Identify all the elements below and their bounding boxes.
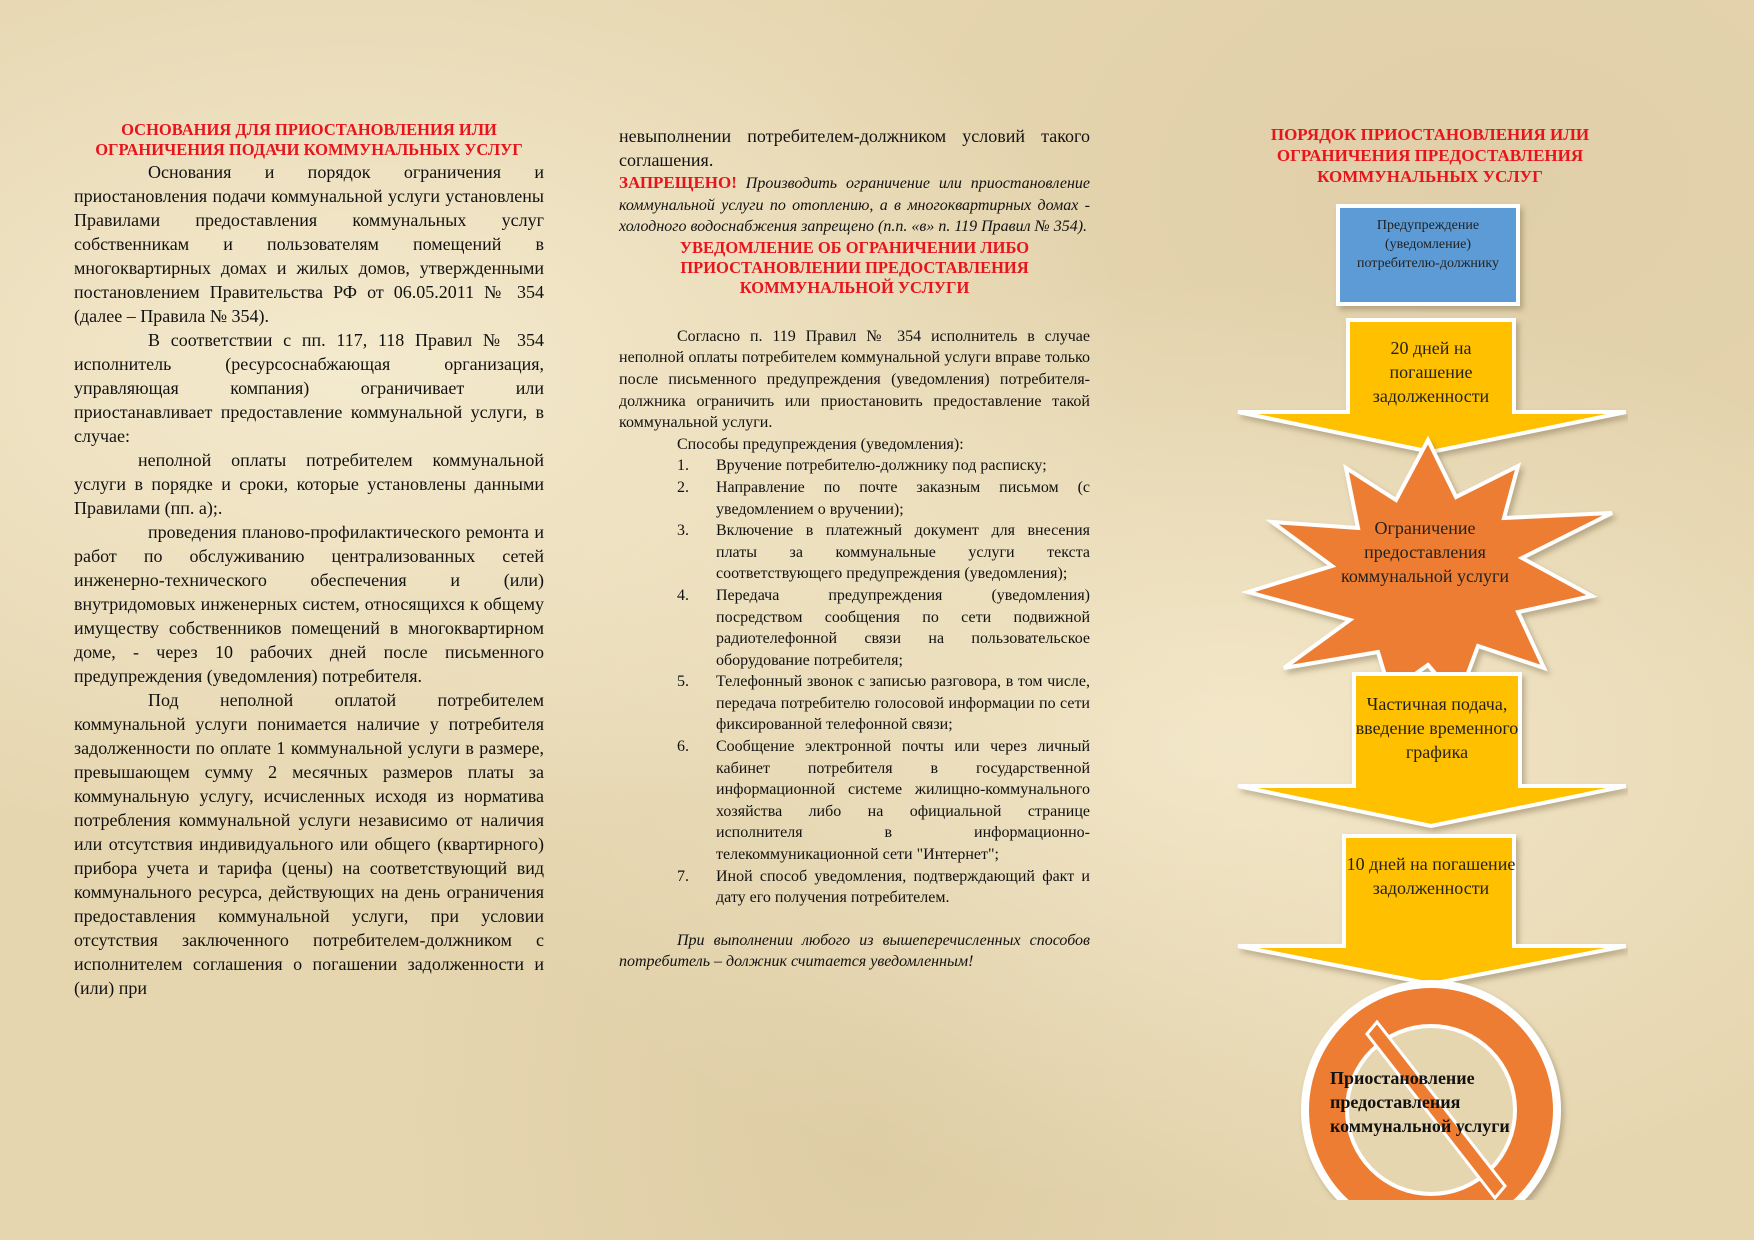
ways-title: Способы предупреждения (уведомления):	[677, 435, 964, 453]
paragraph-incomplete-payment: неполной оплаты потребителем коммунальной услуги в порядке и сроки, которые установлены данными Правилами (пп. а);.	[74, 450, 544, 518]
paragraph-definition: Под неполной оплатой потребителем коммунальной услуги понимается наличие у потребителя задолженности по оплате 1 коммунальной услуги в размере, превышающем сумму 2 месячных размеров платы за коммунальную услугу, исчисленных исходя из норматива потребления коммунальной услуги независимо от наличия или отсутствия индивидуального или общего (квартирного) прибора учета и тарифа (цены) на соответствующий вид коммунального ресурса, действующих на день ограничения предоставления коммунальной услуги, при условии отсутствия заключенного потребителем-должником с исполнителем соглашения о погашении задолженности и (или) при	[74, 690, 544, 998]
left-heading: ОСНОВАНИЯ ДЛЯ ПРИОСТАНОВЛЕНИЯ ИЛИ ОГРАНИЧЕНИЯ ПОДАЧИ КОММУНАЛЬНЫХ УСЛУГ	[95, 120, 523, 159]
paragraph-basis: Основания и порядок ограничения и приостановления подачи коммунальной услуги установлены Правилами предоставления коммунальных услуг собственникам и пользователям помещений в многоквартирных домах и жилых домов, утвержденными постановлением Правительства РФ от 06.05.2011 № 354 (далее – Правила № 354).	[74, 162, 544, 326]
forbidden-label: ЗАПРЕЩЕНО!	[619, 173, 737, 192]
list-item: 3. Включение в платежный документ для внесения платы за коммунальные услуги текста соответствующего предупреждения (уведомления);	[677, 522, 1090, 583]
notice-box-label: Предупреждение (уведомление) потребителю-должнику	[1356, 218, 1500, 271]
closing-note: При выполнении любого из вышеперечисленных способов потребитель – должник считается уведомленным!	[619, 931, 1090, 971]
paragraph-continuation: невыполнении потребителем-должником условий такого соглашения.	[619, 126, 1090, 170]
column-left	[74, 120, 544, 1000]
suspension-label: Приостановление предоставления коммунальной услуги	[1330, 1068, 1510, 1136]
paragraph-notice-rule: Согласно п. 119 Правил № 354 исполнитель в случае неполной оплаты потребителем коммунальной услуги вправе только после письменного предупреждения (уведомления) потребителя-должника ограничить или приостановить предоставление такой коммунальной услуги.	[619, 327, 1090, 432]
restriction-label: Ограничение предоставления коммунальной услуги	[1341, 518, 1509, 586]
arrow-10-days-label: 10 дней на погашение задолженности	[1346, 854, 1516, 898]
list-item: 4. Передача предупреждения (уведомления) посредством сообщения по сети подвижной радиотелефонной связи на пользовательское оборудование потребителя;	[677, 586, 1090, 669]
list-item: 5. Телефонный звонок с записью разговора, в том числе, передача потребителю голосовой информации по сети фиксированной телефонной связи;	[677, 673, 1090, 734]
forbidden-notice	[619, 172, 1090, 238]
column-middle	[619, 124, 1090, 973]
flowchart	[1228, 200, 1628, 1200]
paragraph-repair: проведения планово-профилактического ремонта и работ по обслуживанию централизованных сетей инженерно-технического обеспечения и (или) внутридомовых инженерных систем, относящихся к общему имуществу собственников помещений в многоквартирном доме, - через 10 рабочих дней после письменного предупреждения (уведомления) потребителя.	[74, 522, 544, 686]
arrow-20-days-label: 20 дней на погашение задолженности	[1372, 338, 1490, 406]
middle-heading: УВЕДОМЛЕНИЕ ОБ ОГРАНИЧЕНИИ ЛИБО ПРИОСТАНОВЛЕНИИ ПРЕДОСТАВЛЕНИЯ КОММУНАЛЬНОЙ УСЛУГИ	[679, 237, 1030, 297]
list-item: 1. Вручение потребителю-должнику под расписку;	[677, 457, 1047, 475]
forbidden-text: Производить ограничение или приостановление коммунальной услуги по отоплению, а в многоквартирных домах - холодного водоснабжения запрещено (п.п. «в» п. 119 Правил № 354).	[619, 175, 1090, 236]
arrow-partial-supply-label: Частичная подача, введение временного графика	[1355, 694, 1519, 762]
paragraph-according: В соответствии с пп. 117, 118 Правил № 354 исполнитель (ресурсоснабжающая организация, управляющая компания) ограничивает или приостанавливает предоставление коммунальной услуги, в случае:	[74, 330, 544, 446]
list-item: 7. Иной способ уведомления, подтверждающий факт и дату его получения потребителем.	[677, 867, 1090, 907]
right-heading: ПОРЯДОК ПРИОСТАНОВЛЕНИЯ ИЛИ ОГРАНИЧЕНИЯ ПРЕДОСТАВЛЕНИЯ КОММУНАЛЬНЫХ УСЛУГ	[1270, 125, 1590, 186]
column-right	[1220, 124, 1640, 187]
list-item: 2. Направление по почте заказным письмом (с уведомлением о вручении);	[677, 478, 1090, 518]
list-item: 6. Сообщение электронной почты или через личный кабинет потребителя в государственной информационной системе жилищно-коммунального хозяйства либо на официальной странице исполнителя в информационно-телекоммуникационной сети "Интернет";	[677, 738, 1090, 864]
ways-list	[619, 455, 1090, 908]
